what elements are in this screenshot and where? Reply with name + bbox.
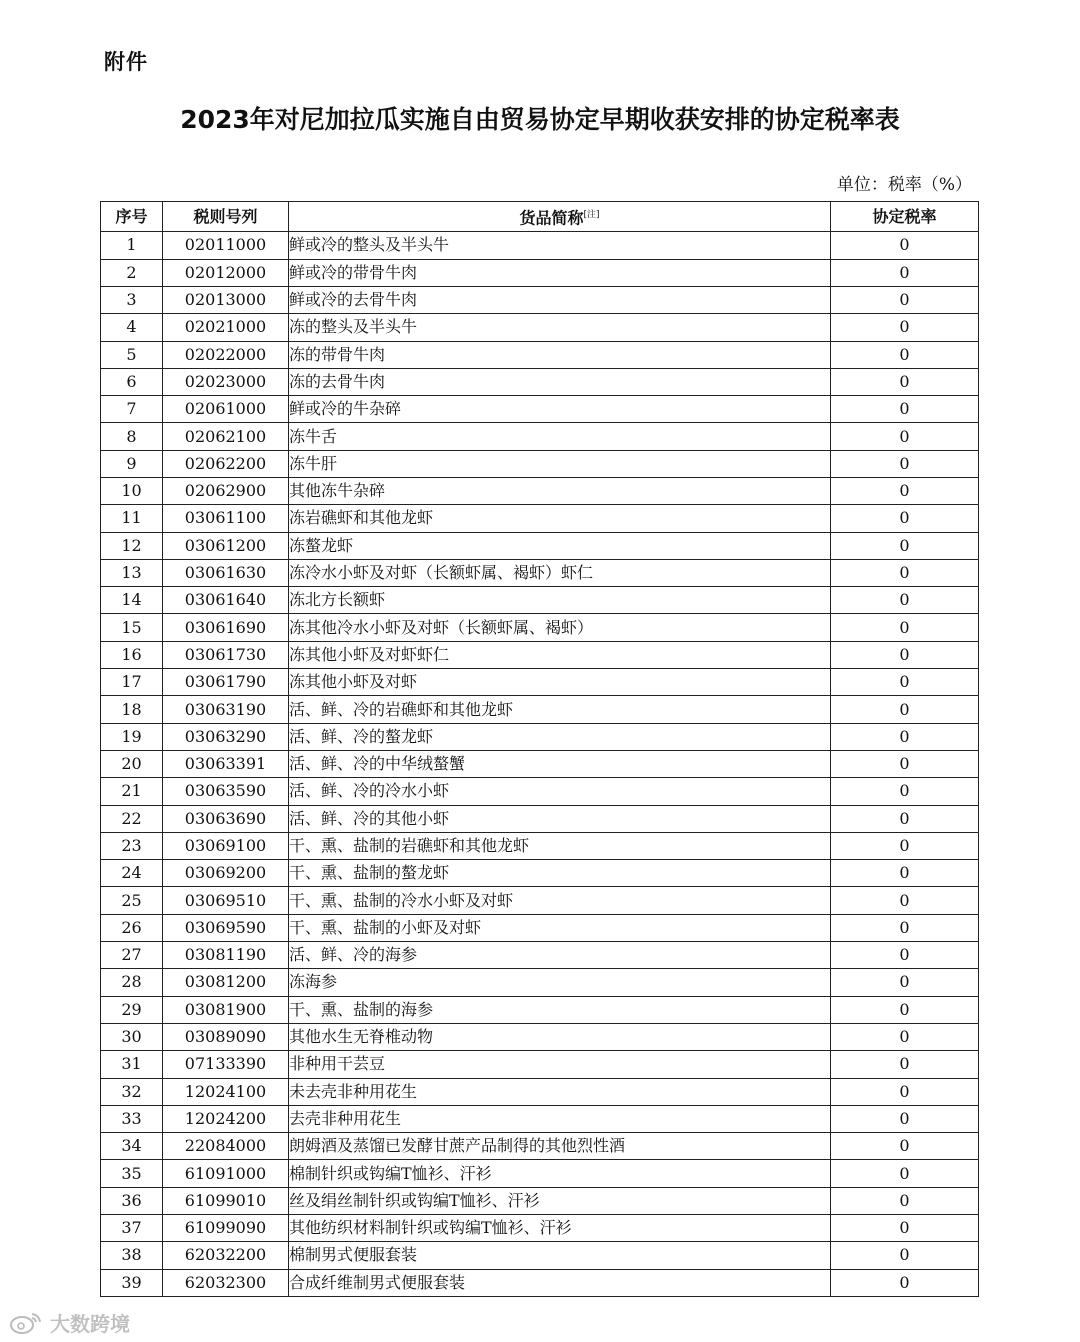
goods-name: 冻岩礁虾和其他龙虾	[289, 505, 831, 532]
goods-name: 冻其他冷水小虾及对虾（长额虾属、褐虾）	[289, 614, 831, 641]
tariff-code: 03081200	[163, 969, 289, 996]
goods-name: 冻的带骨牛肉	[289, 341, 831, 368]
row-number: 21	[101, 778, 163, 805]
row-number: 4	[101, 314, 163, 341]
agreed-rate: 0	[831, 996, 979, 1023]
agreed-rate: 0	[831, 1133, 979, 1160]
table-row	[101, 805, 979, 832]
table-row	[101, 1242, 979, 1269]
tariff-code: 02062900	[163, 478, 289, 505]
tariff-code: 12024100	[163, 1078, 289, 1105]
agreed-rate: 0	[831, 778, 979, 805]
agreed-rate: 0	[831, 750, 979, 777]
tariff-code: 02062200	[163, 450, 289, 477]
goods-name: 鲜或冷的牛杂碎	[289, 396, 831, 423]
tariff-code: 03069200	[163, 860, 289, 887]
row-number: 12	[101, 532, 163, 559]
goods-name: 干、熏、盐制的海参	[289, 996, 831, 1023]
table-row	[101, 532, 979, 559]
row-number: 14	[101, 587, 163, 614]
goods-name: 干、熏、盐制的小虾及对虾	[289, 914, 831, 941]
goods-name: 干、熏、盐制的螯龙虾	[289, 860, 831, 887]
agreed-rate: 0	[831, 505, 979, 532]
tariff-code: 03081190	[163, 942, 289, 969]
goods-name: 活、鲜、冷的中华绒螯蟹	[289, 750, 831, 777]
table-row	[101, 914, 979, 941]
agreed-rate: 0	[831, 314, 979, 341]
row-number: 2	[101, 259, 163, 286]
table-row	[101, 860, 979, 887]
tariff-code: 02012000	[163, 259, 289, 286]
agreed-rate: 0	[831, 559, 979, 586]
goods-name: 鲜或冷的整头及半头牛	[289, 232, 831, 259]
row-number: 34	[101, 1133, 163, 1160]
goods-name: 丝及绢丝制针织或钩编T恤衫、汗衫	[289, 1187, 831, 1214]
agreed-rate: 0	[831, 914, 979, 941]
tariff-code: 03063290	[163, 723, 289, 750]
goods-name: 未去壳非种用花生	[289, 1078, 831, 1105]
goods-name: 冻冷水小虾及对虾（长额虾属、褐虾）虾仁	[289, 559, 831, 586]
tariff-code: 61099010	[163, 1187, 289, 1214]
agreed-rate: 0	[831, 1269, 979, 1296]
table-row	[101, 723, 979, 750]
column-header-name	[289, 202, 831, 232]
goods-name: 活、鲜、冷的海参	[289, 942, 831, 969]
goods-name: 非种用干芸豆	[289, 1051, 831, 1078]
tariff-code: 03069100	[163, 832, 289, 859]
table-row	[101, 1105, 979, 1132]
column-header-name-label: 货品简称	[519, 208, 584, 228]
tariff-code: 03061730	[163, 641, 289, 668]
table-row	[101, 614, 979, 641]
agreed-rate: 0	[831, 368, 979, 395]
table-row	[101, 750, 979, 777]
row-number: 25	[101, 887, 163, 914]
goods-name: 活、鲜、冷的岩礁虾和其他龙虾	[289, 696, 831, 723]
row-number: 35	[101, 1160, 163, 1187]
watermark	[8, 1308, 130, 1337]
row-number: 39	[101, 1269, 163, 1296]
tariff-code: 03089090	[163, 1023, 289, 1050]
tariff-code: 12024200	[163, 1105, 289, 1132]
row-number: 36	[101, 1187, 163, 1214]
watermark-text: 大数跨境	[50, 1312, 130, 1336]
goods-name: 其他纺织材料制针织或钩编T恤衫、汗衫	[289, 1215, 831, 1242]
goods-name: 棉制针织或钩编T恤衫、汗衫	[289, 1160, 831, 1187]
table-row	[101, 832, 979, 859]
row-number: 11	[101, 505, 163, 532]
goods-name: 鲜或冷的带骨牛肉	[289, 259, 831, 286]
tariff-code: 61091000	[163, 1160, 289, 1187]
row-number: 24	[101, 860, 163, 887]
row-number: 15	[101, 614, 163, 641]
table-row	[101, 1133, 979, 1160]
goods-name: 朗姆酒及蒸馏已发酵甘蔗产品制得的其他烈性酒	[289, 1133, 831, 1160]
table-row	[101, 696, 979, 723]
goods-name: 冻牛舌	[289, 423, 831, 450]
row-number: 9	[101, 450, 163, 477]
table-row	[101, 232, 979, 259]
agreed-rate: 0	[831, 1160, 979, 1187]
tariff-code: 03061630	[163, 559, 289, 586]
goods-name: 活、鲜、冷的冷水小虾	[289, 778, 831, 805]
row-number: 1	[101, 232, 163, 259]
agreed-rate: 0	[831, 641, 979, 668]
row-number: 33	[101, 1105, 163, 1132]
goods-name: 去壳非种用花生	[289, 1105, 831, 1132]
table-row	[101, 423, 979, 450]
tariff-code: 22084000	[163, 1133, 289, 1160]
row-number: 27	[101, 942, 163, 969]
goods-name: 其他水生无脊椎动物	[289, 1023, 831, 1050]
row-number: 19	[101, 723, 163, 750]
table-row	[101, 1051, 979, 1078]
tariff-code: 62032300	[163, 1269, 289, 1296]
agreed-rate: 0	[831, 723, 979, 750]
row-number: 28	[101, 969, 163, 996]
goods-name: 鲜或冷的去骨牛肉	[289, 286, 831, 313]
table-row	[101, 559, 979, 586]
agreed-rate: 0	[831, 341, 979, 368]
table-row	[101, 314, 979, 341]
agreed-rate: 0	[831, 1215, 979, 1242]
table-row	[101, 368, 979, 395]
agreed-rate: 0	[831, 942, 979, 969]
table-row	[101, 887, 979, 914]
tariff-code: 02021000	[163, 314, 289, 341]
column-header-code: 税则号列	[163, 202, 289, 232]
row-number: 22	[101, 805, 163, 832]
row-number: 30	[101, 1023, 163, 1050]
table-row	[101, 587, 979, 614]
table-row	[101, 1023, 979, 1050]
agreed-rate: 0	[831, 860, 979, 887]
goods-name: 冻螯龙虾	[289, 532, 831, 559]
tariff-code: 02022000	[163, 341, 289, 368]
agreed-rate: 0	[831, 232, 979, 259]
row-number: 3	[101, 286, 163, 313]
weibo-logo-icon	[8, 1310, 44, 1336]
row-number: 8	[101, 423, 163, 450]
row-number: 38	[101, 1242, 163, 1269]
agreed-rate: 0	[831, 423, 979, 450]
agreed-rate: 0	[831, 1051, 979, 1078]
tariff-code: 03061690	[163, 614, 289, 641]
agreed-rate: 0	[831, 1078, 979, 1105]
goods-name: 冻其他小虾及对虾虾仁	[289, 641, 831, 668]
agreed-rate: 0	[831, 614, 979, 641]
table-row	[101, 396, 979, 423]
column-header-rate: 协定税率	[831, 202, 979, 232]
goods-name: 其他冻牛杂碎	[289, 478, 831, 505]
page-title: 2023年对尼加拉瓜实施自由贸易协定早期收获安排的协定税率表	[180, 105, 900, 134]
table-row	[101, 996, 979, 1023]
agreed-rate: 0	[831, 887, 979, 914]
goods-name: 冻北方长额虾	[289, 587, 831, 614]
tariff-code: 02011000	[163, 232, 289, 259]
goods-name: 棉制男式便服套装	[289, 1242, 831, 1269]
agreed-rate: 0	[831, 450, 979, 477]
agreed-rate: 0	[831, 969, 979, 996]
row-number: 37	[101, 1215, 163, 1242]
table-row	[101, 450, 979, 477]
goods-name: 冻海参	[289, 969, 831, 996]
tariff-table	[100, 201, 979, 1297]
agreed-rate: 0	[831, 1105, 979, 1132]
goods-name: 冻其他小虾及对虾	[289, 669, 831, 696]
agreed-rate: 0	[831, 1242, 979, 1269]
row-number: 18	[101, 696, 163, 723]
table-row	[101, 1078, 979, 1105]
row-number: 26	[101, 914, 163, 941]
goods-name: 冻的去骨牛肉	[289, 368, 831, 395]
tariff-code: 02061000	[163, 396, 289, 423]
row-number: 20	[101, 750, 163, 777]
row-number: 13	[101, 559, 163, 586]
row-number: 17	[101, 669, 163, 696]
tariff-code: 03061100	[163, 505, 289, 532]
table-row	[101, 505, 979, 532]
table-row	[101, 969, 979, 996]
goods-name: 干、熏、盐制的岩礁虾和其他龙虾	[289, 832, 831, 859]
agreed-rate: 0	[831, 696, 979, 723]
row-number: 23	[101, 832, 163, 859]
goods-name: 活、鲜、冷的其他小虾	[289, 805, 831, 832]
tariff-code: 61099090	[163, 1215, 289, 1242]
agreed-rate: 0	[831, 669, 979, 696]
tariff-code: 03081900	[163, 996, 289, 1023]
table-row	[101, 1187, 979, 1214]
row-number: 6	[101, 368, 163, 395]
table-row	[101, 286, 979, 313]
goods-name: 冻的整头及半头牛	[289, 314, 831, 341]
attachment-label: 附件	[104, 50, 148, 74]
table-row	[101, 1160, 979, 1187]
agreed-rate: 0	[831, 805, 979, 832]
agreed-rate: 0	[831, 1187, 979, 1214]
agreed-rate: 0	[831, 532, 979, 559]
tariff-code: 03069590	[163, 914, 289, 941]
footnote-marker: [注]	[583, 210, 600, 220]
table-row	[101, 259, 979, 286]
tariff-code: 03061640	[163, 587, 289, 614]
goods-name: 干、熏、盐制的冷水小虾及对虾	[289, 887, 831, 914]
row-number: 10	[101, 478, 163, 505]
agreed-rate: 0	[831, 259, 979, 286]
table-row	[101, 641, 979, 668]
tariff-code: 03063590	[163, 778, 289, 805]
tariff-code: 03063190	[163, 696, 289, 723]
table-row	[101, 942, 979, 969]
agreed-rate: 0	[831, 396, 979, 423]
tariff-code: 07133390	[163, 1051, 289, 1078]
table-row	[101, 1215, 979, 1242]
agreed-rate: 0	[831, 587, 979, 614]
unit-note: 单位：税率（%）	[836, 175, 972, 195]
tariff-code: 03063391	[163, 750, 289, 777]
tariff-code: 62032200	[163, 1242, 289, 1269]
row-number: 32	[101, 1078, 163, 1105]
row-number: 31	[101, 1051, 163, 1078]
table-row	[101, 1269, 979, 1296]
tariff-code: 03069510	[163, 887, 289, 914]
row-number: 16	[101, 641, 163, 668]
tariff-code: 02062100	[163, 423, 289, 450]
tariff-code: 02013000	[163, 286, 289, 313]
table-row	[101, 341, 979, 368]
tariff-code: 03063690	[163, 805, 289, 832]
agreed-rate: 0	[831, 478, 979, 505]
tariff-code: 03061790	[163, 669, 289, 696]
row-number: 29	[101, 996, 163, 1023]
table-row	[101, 778, 979, 805]
agreed-rate: 0	[831, 832, 979, 859]
tariff-code: 02023000	[163, 368, 289, 395]
table-row	[101, 478, 979, 505]
goods-name: 合成纤维制男式便服套装	[289, 1269, 831, 1296]
table-row	[101, 669, 979, 696]
column-header-no: 序号	[101, 202, 163, 232]
goods-name: 冻牛肝	[289, 450, 831, 477]
table-header-row	[101, 202, 979, 232]
agreed-rate: 0	[831, 1023, 979, 1050]
agreed-rate: 0	[831, 286, 979, 313]
row-number: 7	[101, 396, 163, 423]
row-number: 5	[101, 341, 163, 368]
goods-name: 活、鲜、冷的螯龙虾	[289, 723, 831, 750]
tariff-code: 03061200	[163, 532, 289, 559]
